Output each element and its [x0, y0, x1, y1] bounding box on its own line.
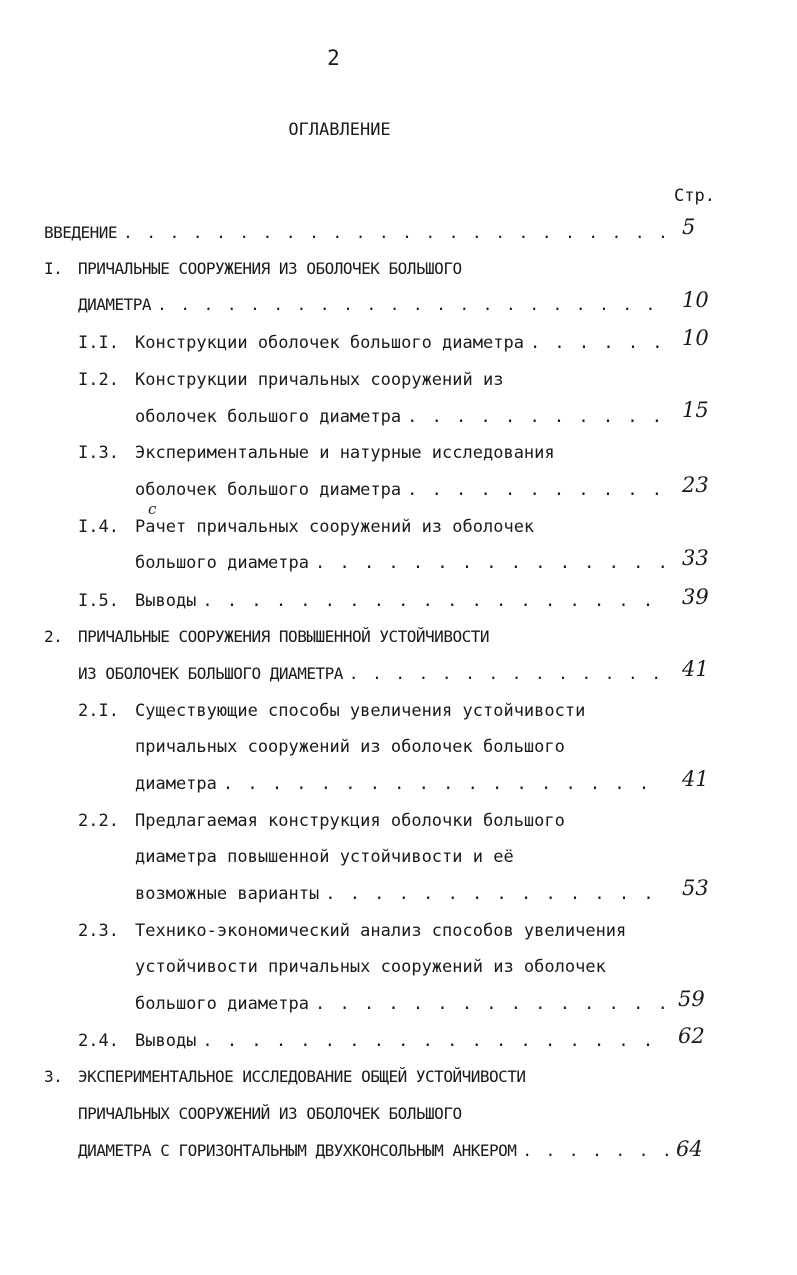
toc-entry-page: 64 — [676, 1137, 703, 1161]
toc-entry-page: 33 — [682, 546, 709, 570]
toc-chapter-3-cont — [78, 1097, 462, 1131]
toc-section-2-1-cont — [135, 730, 565, 764]
toc-entry-page: 23 — [682, 473, 709, 497]
toc-section-2-2-cont2 — [135, 877, 666, 911]
toc-section-1-4 — [78, 510, 534, 544]
toc-chapter-2 — [44, 620, 489, 654]
toc-section-1-5 — [78, 584, 666, 618]
toc-entry-number: 3. — [44, 1067, 63, 1086]
toc-section-2-1 — [78, 694, 585, 728]
toc-entry-text: оболочек большого диаметра — [135, 407, 402, 427]
toc-section-2-2-cont — [135, 840, 514, 874]
toc-chapter-1 — [44, 252, 462, 286]
toc-entry-page: 41 — [682, 767, 709, 791]
handwritten-correction: с — [148, 500, 157, 518]
toc-entry-text: Рачет причальных сооружений из оболочек — [135, 517, 535, 537]
toc-chapter-2-cont — [78, 657, 666, 691]
toc-entry-page: 10 — [682, 288, 709, 312]
toc-entry-introduction — [44, 216, 666, 250]
toc-entry-page: 10 — [682, 326, 709, 350]
toc-entry-text: ДИАМЕТРА — [78, 295, 152, 314]
toc-section-2-3-cont2 — [135, 987, 666, 1021]
toc-entry-text: ПРИЧАЛЬНЫХ СООРУЖЕНИЙ ИЗ ОБОЛОЧЕК БОЛЬШОГО — [78, 1104, 462, 1123]
toc-section-1-2-cont — [135, 400, 666, 434]
toc-section-1-3 — [78, 436, 555, 470]
toc-entry-text: диаметра повышенной устойчивости и её — [135, 847, 514, 867]
toc-entry-number: I.4. — [78, 517, 119, 537]
toc-entry-text: Выводы — [135, 591, 197, 611]
toc-entry-number: I.3. — [78, 443, 119, 463]
toc-entry-text: устойчивости причальных сооружений из оболочек — [135, 957, 606, 977]
toc-entry-number: I.2. — [78, 370, 119, 390]
toc-entry-number: 2.3. — [78, 921, 119, 941]
toc-entry-page: 41 — [682, 657, 709, 681]
toc-entry-text: ДИАМЕТРА С ГОРИЗОНТАЛЬНЫМ ДВУХКОНСОЛЬНЫМ АНКЕРОМ — [78, 1141, 517, 1160]
toc-entry-page: 59 — [678, 987, 705, 1011]
toc-section-1-2 — [78, 363, 503, 397]
toc-title: ОГЛАВЛЕНИЕ — [288, 120, 391, 140]
toc-entry-text: оболочек большого диаметра — [135, 480, 402, 500]
toc-section-2-4 — [78, 1024, 666, 1058]
toc-entry-text: большого диаметра — [135, 994, 309, 1014]
toc-entry-text: большого диаметра — [135, 553, 309, 573]
toc-chapter-3-cont2 — [78, 1134, 672, 1168]
toc-entry-number: 2.I. — [78, 701, 119, 721]
toc-entry-number: I.5. — [78, 591, 119, 611]
toc-entry-page: 5 — [682, 215, 696, 239]
toc-section-2-3 — [78, 914, 626, 948]
toc-entry-page: 15 — [682, 398, 709, 422]
toc-entry-text: Конструкции оболочек большого диаметра — [135, 333, 524, 353]
toc-entry-page: 53 — [682, 876, 709, 900]
toc-entry-text: причальных сооружений из оболочек большого — [135, 737, 565, 757]
toc-entry-page: 39 — [682, 585, 709, 609]
page-number: 2 — [327, 46, 340, 70]
toc-section-2-1-cont2 — [135, 767, 666, 801]
toc-entry-text: ВВЕДЕНИЕ — [44, 223, 118, 242]
toc-chapter-3 — [44, 1060, 526, 1094]
toc-entry-text: Выводы — [135, 1031, 197, 1051]
toc-entry-text: диаметра — [135, 774, 217, 794]
toc-entry-number: I. — [44, 259, 63, 278]
toc-section-1-4-cont — [135, 546, 666, 580]
toc-entry-text: ЭКСПЕРИМЕНТАЛЬНОЕ ИССЛЕДОВАНИЕ ОБЩЕЙ УСТОЙЧИВОСТИ — [78, 1067, 526, 1086]
page-column-label: Стр. — [674, 186, 715, 206]
toc-entry-text: ИЗ ОБОЛОЧЕК БОЛЬШОГО ДИАМЕТРА — [78, 664, 343, 683]
toc-section-1-3-cont — [135, 473, 666, 507]
toc-chapter-1-cont — [78, 288, 666, 322]
toc-entry-text: ПРИЧАЛЬНЫЕ СООРУЖЕНИЯ ПОВЫШЕННОЙ УСТОЙЧИВОСТИ — [78, 627, 489, 646]
toc-entry-text: Предлагаемая конструкция оболочки большого — [135, 811, 565, 831]
toc-entry-text: возможные варианты — [135, 884, 320, 904]
toc-entry-number: I.I. — [78, 333, 119, 353]
toc-section-1-1 — [78, 326, 666, 360]
toc-entry-text: Существующие способы увеличения устойчивости — [135, 701, 586, 721]
toc-entry-text: Конструкции причальных сооружений из — [135, 370, 504, 390]
toc-section-2-3-cont — [135, 950, 606, 984]
toc-entry-text: Технико-экономический анализ способов увеличения — [135, 921, 627, 941]
toc-entry-text: ПРИЧАЛЬНЫЕ СООРУЖЕНИЯ ИЗ ОБОЛОЧЕК БОЛЬШОГО — [78, 259, 462, 278]
toc-entry-number: 2.2. — [78, 811, 119, 831]
toc-entry-number: 2.4. — [78, 1031, 119, 1051]
toc-entry-number: 2. — [44, 627, 63, 646]
toc-entry-text: Экспериментальные и натурные исследования — [135, 443, 555, 463]
toc-section-2-2 — [78, 804, 565, 838]
toc-entry-page: 62 — [678, 1024, 705, 1048]
